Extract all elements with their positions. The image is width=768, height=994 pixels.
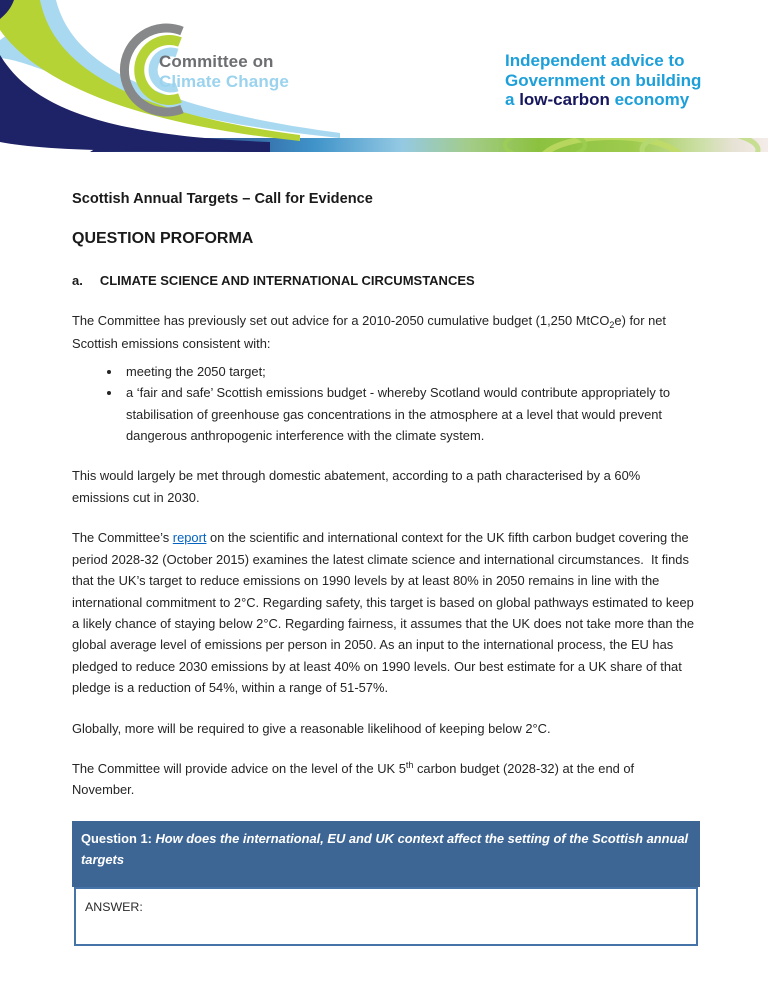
answer-box[interactable] xyxy=(74,887,698,946)
page-subtitle: QUESTION PROFORMA xyxy=(72,230,254,248)
question1-label: Question 1: xyxy=(81,830,156,846)
tagline-line-1: Independent advice to xyxy=(505,51,685,70)
page-header xyxy=(0,0,768,160)
logo-text xyxy=(159,52,289,92)
bullet-list xyxy=(72,361,700,447)
intro-paragraph: The Committee has previously set out advice for a 2010-2050 cumulative budget (1,250 MtCO$_2$e) for net Scottish emissions consistent with: xyxy=(72,313,670,352)
section-heading-text: CLIMATE SCIENCE AND INTERNATIONAL CIRCUMSTANCES xyxy=(99,272,475,288)
paragraph-globally: Globally, more will be required to give a reasonable likelihood of keeping below 2°C. xyxy=(72,720,551,736)
co2-subscript: 2 xyxy=(609,320,615,331)
bullet-item: • meeting the 2050 target; xyxy=(122,361,700,382)
ordinal-superscript: th xyxy=(405,760,414,771)
section-heading xyxy=(72,270,700,292)
tagline xyxy=(505,51,701,110)
paragraph-report: The Committee’s report on the scientific and international context for the UK fifth carbon budget covering the period 2028-32 (October 2015) examines the latest climate science and international circumstances. It finds that the UK’s target to reduce emissions on 1990 levels by at least 80% in 2050 remains in line with the international commitment to 2°C. Regarding safety, this target is based on global pathways estimated to keep a likely chance of staying below 2°C. Regarding fairness, it assumes that the UK does not take more than the global average level of emissions per person in 2050. As an input to the international process, the EU has pledged to reduce 2030 emissions by at least 40% on 1990 levels. Our best estimate for a UK share of that pledge is a reduction of 54%, within a range of 51-57%. xyxy=(72,530,698,696)
bullet-item: • a ‘fair and safe’ Scottish emissions budget - whereby Scotland would contribute appropriately to stabilisation of greenhouse gas concentrations in the atmosphere at a level that would prevent dangerous anthropogenic interference with the climate system. xyxy=(122,382,700,446)
tagline-line-2: Government on building xyxy=(505,70,702,90)
question1-header xyxy=(72,821,700,887)
question1-text: How does the international, EU and UK context affect the setting of the Scottish annual targets xyxy=(81,830,692,867)
section-letter: a. xyxy=(72,272,83,288)
logo-line-1: Committee on xyxy=(159,52,274,71)
answer-label: ANSWER: xyxy=(85,899,143,914)
paragraph-domestic-abatement: This would largely be met through domestic abatement, according to a path characterised by a 60% emissions cut in 2030. xyxy=(72,468,644,505)
document-body xyxy=(0,160,768,946)
paragraph-advice: The Committee will provide advice on the level of the UK 5th carbon budget (2028-32) at the end of November. xyxy=(72,760,638,798)
tagline-line-3: a low-carbon economy xyxy=(505,90,690,109)
report-link[interactable]: report xyxy=(172,530,207,546)
page-title: Scottish Annual Targets – Call for Evidence xyxy=(72,191,373,207)
logo-line-2: Climate Change xyxy=(159,72,289,91)
